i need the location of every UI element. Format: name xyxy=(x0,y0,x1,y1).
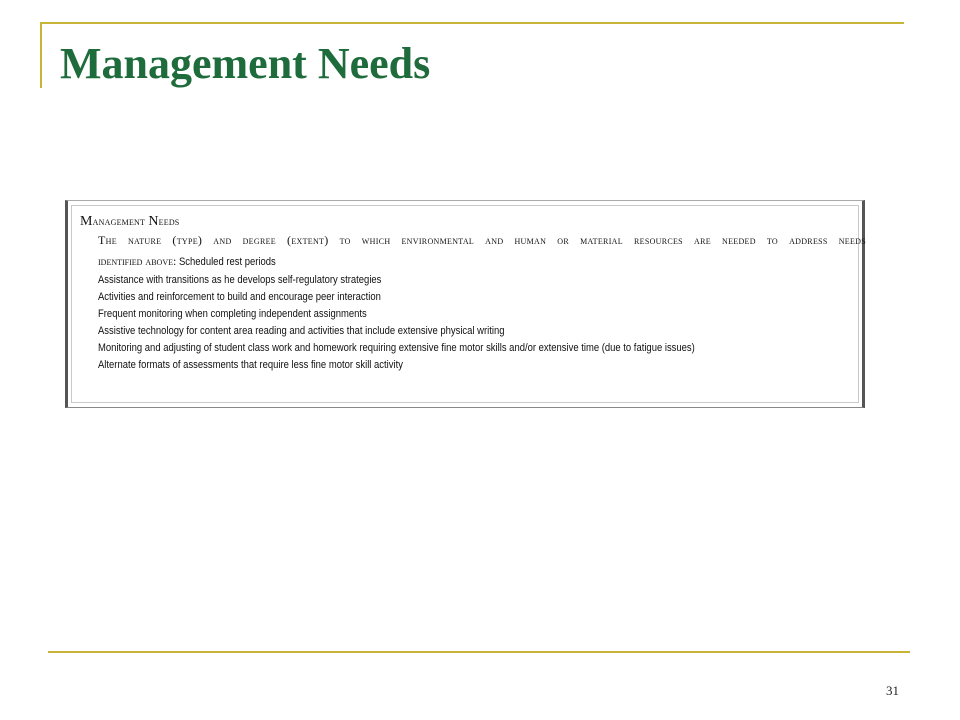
form-prompt-line2 xyxy=(98,254,292,269)
page-number: 31 xyxy=(886,683,899,698)
list-item: Monitoring and adjusting of student class work and homework requiring extensive fine motor skills and/or extensive time (due to fatigue issues) xyxy=(98,342,695,354)
form-heading xyxy=(80,214,179,230)
list-item: Alternate formats of assessments that require less fine motor skill activity xyxy=(98,359,403,371)
needs-list xyxy=(98,272,792,374)
list-item: Frequent monitoring when completing independent assignments xyxy=(98,308,367,320)
form-first-value: Scheduled rest periods xyxy=(179,256,277,268)
list-item: Assistance with transitions as he develops self-regulatory strategies xyxy=(98,274,382,286)
form-heading-word1: anagement xyxy=(92,214,146,228)
list-item: Activities and reinforcement to build and encourage peer interaction xyxy=(98,291,381,303)
management-needs-form-image xyxy=(65,200,865,408)
form-inner-border xyxy=(71,205,866,403)
slide-title: Management Needs xyxy=(60,39,431,88)
form-prompt: The nature (type) and degree (extent) to which environmental and human or material resources are needed to address needs xyxy=(98,233,866,247)
form-heading-word2: eeds xyxy=(158,214,180,228)
form-heading-initial: M xyxy=(80,214,93,229)
top-accent-rule xyxy=(40,22,904,24)
left-accent-rule xyxy=(40,22,42,88)
bottom-accent-rule xyxy=(48,651,910,653)
list-item: Assistive technology for content area reading and activities that include extensive physical writing xyxy=(98,325,505,337)
form-heading-initial2: N xyxy=(148,214,159,229)
form-prompt-end: identified above: xyxy=(98,254,177,268)
